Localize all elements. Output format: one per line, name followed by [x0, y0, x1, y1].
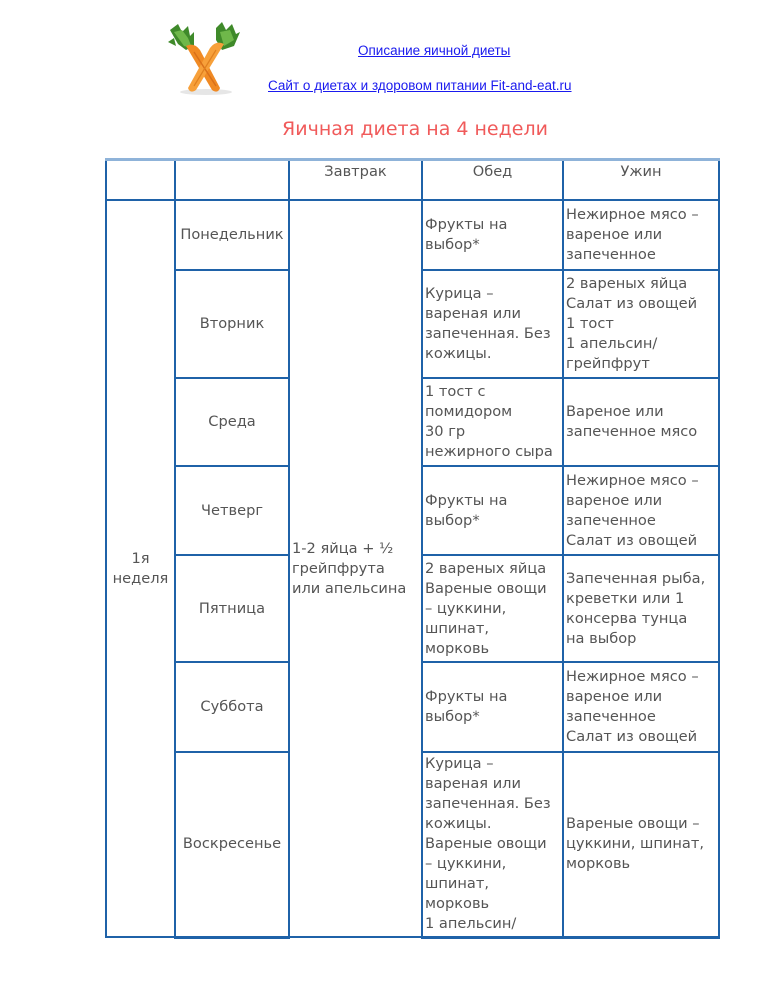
- day-cell: Понедельник: [175, 200, 289, 270]
- table-row: [106, 200, 719, 270]
- header-day: [175, 160, 289, 201]
- day-cell: Вторник: [175, 270, 289, 378]
- header-dinner: Ужин: [563, 160, 719, 201]
- breakfast-cell: 1-2 яйца + ½ грейпфрута или апельсина: [289, 200, 422, 937]
- dinner-cell: Запеченная рыба, креветки или 1 консерва тунца на выбор: [563, 555, 719, 662]
- lunch-cell: Фрукты на выбор*: [422, 466, 563, 555]
- page-title: Яичная диета на 4 недели: [282, 118, 548, 140]
- day-cell: Суббота: [175, 662, 289, 752]
- week-label: 1я неделя: [106, 200, 175, 937]
- dinner-cell: Вареное или запеченное мясо: [563, 378, 719, 466]
- day-cell: Среда: [175, 378, 289, 466]
- dinner-cell: 2 вареных яйца Салат из овощей 1 тост 1 апельсин/ грейпфрут: [563, 270, 719, 378]
- day-cell: Четверг: [175, 466, 289, 555]
- day-cell: Пятница: [175, 555, 289, 662]
- egg-diet-description-link[interactable]: Описание яичной диеты: [358, 43, 511, 58]
- lunch-cell: 2 вареных яйца Вареные овощи – цуккини, шпинат, морковь: [422, 555, 563, 662]
- diet-table: [105, 158, 720, 939]
- header-lunch: Обед: [422, 160, 563, 201]
- lunch-cell: Курица – вареная или запеченная. Без кожицы. Вареные овощи – цуккини, шпинат, морковь 1 апельсин/: [422, 752, 563, 937]
- lunch-cell: Фрукты на выбор*: [422, 200, 563, 270]
- lunch-cell: Фрукты на выбор*: [422, 662, 563, 752]
- header-breakfast: Завтрак: [289, 160, 422, 201]
- carrots-logo: [164, 20, 244, 98]
- dinner-cell: Вареные овощи – цуккини, шпинат, морковь: [563, 752, 719, 937]
- lunch-cell: Курица – вареная или запеченная. Без кожицы.: [422, 270, 563, 378]
- dinner-cell: Нежирное мясо – вареное или запеченное: [563, 200, 719, 270]
- dinner-cell: Нежирное мясо – вареное или запеченное Салат из овощей: [563, 466, 719, 555]
- dinner-cell: Нежирное мясо – вареное или запеченное Салат из овощей: [563, 662, 719, 752]
- fit-and-eat-site-link[interactable]: Сайт о диетах и здоровом питании Fit-and-eat.ru: [268, 78, 572, 93]
- lunch-cell: 1 тост с помидором 30 гр нежирного сыра: [422, 378, 563, 466]
- table-header-row: [106, 160, 719, 201]
- day-cell: Воскресенье: [175, 752, 289, 937]
- header-week: [106, 160, 175, 201]
